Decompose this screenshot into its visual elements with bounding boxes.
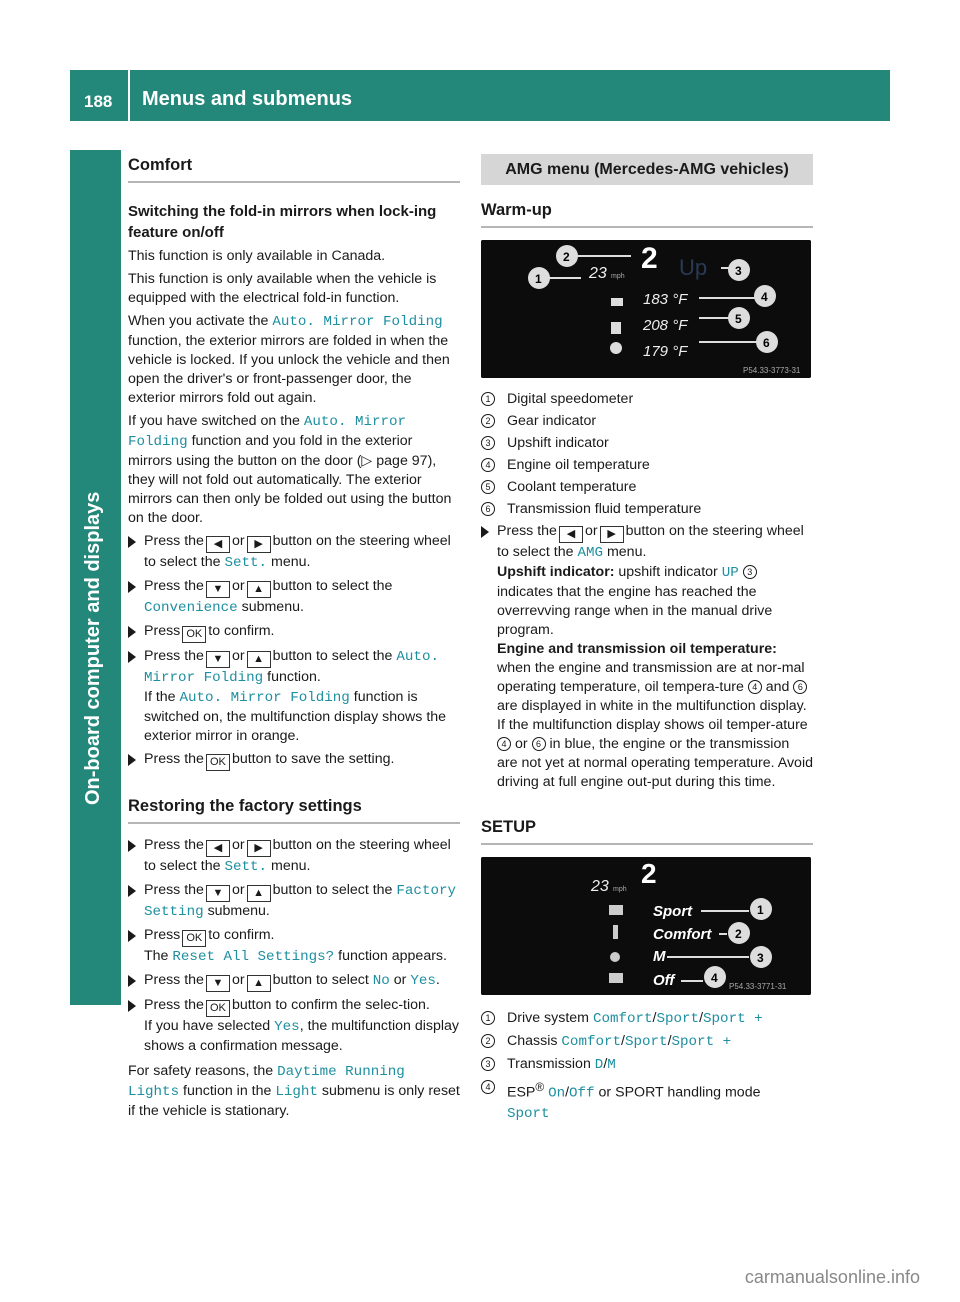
paragraph: When you activate the Auto. Mirror Folding function, the exterior mirrors are folded in when the vehicle is locked. If you unlock the vehicle and then open the driver's or front-passenger door, the exterior mirrors fold out again. [128,313,450,406]
svg-text:mph: mph [613,886,627,893]
list-item: 2 Chassis Comfort/Sport/Sport + [481,1032,813,1052]
fig1-temp1: 183 °F [643,291,688,308]
right-column [481,150,813,1127]
step-arrow-icon [128,885,136,897]
svg-text:3: 3 [735,264,742,278]
setup-display-image [481,857,811,995]
setup-heading: SETUP [481,812,813,845]
step-arrow-icon [128,581,136,593]
amg-heading: AMG menu (Mercedes-AMG vehicles) [481,154,813,185]
left-key-icon: ◀ [559,526,583,543]
ok-key-icon: OK [182,930,206,947]
list-item: 2 Gear indicator [481,412,813,431]
instruction-step: Press the ▼ or ▲ button to select the Factory Setting submenu. [128,881,460,922]
side-tab [70,150,121,1005]
ok-key-icon: OK [182,626,206,643]
instruction-step: Press the ◀ or ▶ button on the steering wheel to select the Sett. menu. [128,532,460,573]
step-arrow-icon [481,526,489,538]
up-key-icon: ▲ [247,885,271,902]
svg-text:mph: mph [611,273,625,280]
svg-text:4: 4 [711,971,718,985]
instruction-step: Press the ▼ or ▲ button to select the Convenience submenu. [128,577,460,618]
paragraph: If you have switched on the Auto. Mirror Folding function and you fold in the exterior mirrors using the button on the door (▷ page 97), they will not fold out automatically. The exterior mirrors can then only be folded out using the button on the door. [128,413,452,526]
warmup-display-image [481,240,811,378]
step-arrow-icon [128,975,136,987]
page-number: 188 [84,92,113,111]
list-item: 6 Transmission fluid temperature [481,500,813,519]
instruction-step: Press OK to confirm. [128,622,460,643]
down-key-icon: ▼ [206,975,230,992]
fig1-temp3: 179 °F [643,343,688,360]
instruction-step: Press the ◀ or ▶ button on the steering wheel to select the Sett. menu. [128,836,460,877]
svg-text:5: 5 [735,312,742,326]
list-item: 1 Drive system Comfort/Sport/Sport + [481,1009,813,1029]
side-tab-label: On-board computer and displays [82,491,104,805]
list-item: 4 ESP® On/Off or SPORT handling mode Sport [481,1078,813,1124]
step-arrow-icon [128,840,136,852]
fig1-speed: 23 [589,265,607,282]
svg-text:2: 2 [735,927,742,941]
down-key-icon: ▼ [206,885,230,902]
step-arrow-icon [128,651,136,663]
list-item: 3 Transmission D/M [481,1055,813,1075]
svg-text:M: M [653,948,666,965]
svg-text:Comfort: Comfort [653,926,712,943]
left-key-icon: ◀ [206,840,230,857]
svg-text:6: 6 [763,336,770,350]
svg-text:2: 2 [563,250,570,264]
function-name: Auto. Mirror Folding [128,414,407,450]
fig1-up: Up [679,255,708,280]
fig2-legend [481,1009,813,1124]
down-key-icon: ▼ [206,581,230,598]
svg-text:1: 1 [757,903,764,917]
up-key-icon: ▲ [247,975,271,992]
instruction-step: Press the ▼ or ▲ button to select the Auto. Mirror Folding function. If the Auto. Mirror Folding function is switched on, the multifunction display shows the exterior mirror in orange. [128,647,460,746]
svg-text:1: 1 [535,272,542,286]
instruction-step: Press the OK button to save the setting. [128,750,460,771]
svg-text:4: 4 [761,290,768,304]
svg-text:23: 23 [591,878,609,895]
instruction-step: Press OK to confirm. The Reset All Settings? function appears. [128,926,460,967]
ok-key-icon: OK [206,754,230,771]
list-item: 3 Upshift indicator [481,434,813,453]
up-key-icon: ▲ [247,651,271,668]
warmup-heading: Warm-up [481,195,813,228]
list-item: 1 Digital speedometer [481,390,813,409]
instruction-step: Press the ◀ or ▶ button on the steering wheel to select the AMG menu. Upshift indicator: upshift indicator UP 3 indicates that the engine has reached the overrevving range when in the manual drive program. Engine and transmission oil temperature: when the engine and transmission are at nor-mal operating temperature, oil tempera-ture 4 and 6 are displayed in white in the multifunction display. If the multifunction display shows oil temper-ature 4 or 6 in blue, the engine or the transmission are not yet at normal operating temperature. Avoid driving at full engine out-put during this time. [481,522,813,792]
step-arrow-icon [128,626,136,638]
right-key-icon: ▶ [600,526,624,543]
mirror-heading: Switching the fold-in mirrors when lock-ing feature on/off [128,203,437,241]
instruction-step: Press the OK button to confirm the selec-tion. If you have selected Yes, the multifunction display shows a confirmation message. [128,996,460,1056]
step-arrow-icon [128,1000,136,1012]
step-arrow-icon [128,536,136,548]
down-key-icon: ▼ [206,651,230,668]
svg-text:Off: Off [653,972,675,989]
factory-heading: Restoring the factory settings [128,791,460,824]
paragraph: This function is only available when the vehicle is equipped with the electrical fold-in function. [128,271,437,306]
right-key-icon: ▶ [247,536,271,553]
paragraph: This function is only available in Canada. [128,248,386,264]
safety-note: For safety reasons, the Daytime Running Lights function in the Light submenu is only reset if the vehicle is stationary. [128,1063,460,1119]
comfort-heading: Comfort [128,150,460,183]
fig1-temp2: 208 °F [643,317,688,334]
step-arrow-icon [128,930,136,942]
svg-text:Sport: Sport [653,903,693,920]
left-key-icon: ◀ [206,536,230,553]
header-divider [128,70,130,121]
right-key-icon: ▶ [247,840,271,857]
ok-key-icon: OK [206,1000,230,1017]
fig1-gear: 2 [641,242,658,275]
function-name: Auto. Mirror Folding [272,314,443,330]
up-key-icon: ▲ [247,581,271,598]
list-item: 4 Engine oil temperature [481,456,813,475]
svg-text:2: 2 [641,858,657,889]
watermark: carmanualsonline.info [744,1267,920,1287]
page-title: Menus and submenus [142,88,353,110]
page-header [70,70,890,121]
fig1-legend [481,390,813,519]
fig1-ref: P54.33-3773-31 [743,366,801,375]
instruction-step: Press the ▼ or ▲ button to select No or Yes. [128,971,460,992]
svg-text:3: 3 [757,951,764,965]
step-arrow-icon [128,754,136,766]
left-column [128,150,460,1125]
list-item: 5 Coolant temperature [481,478,813,497]
svg-text:P54.33-3771-31: P54.33-3771-31 [729,982,787,991]
